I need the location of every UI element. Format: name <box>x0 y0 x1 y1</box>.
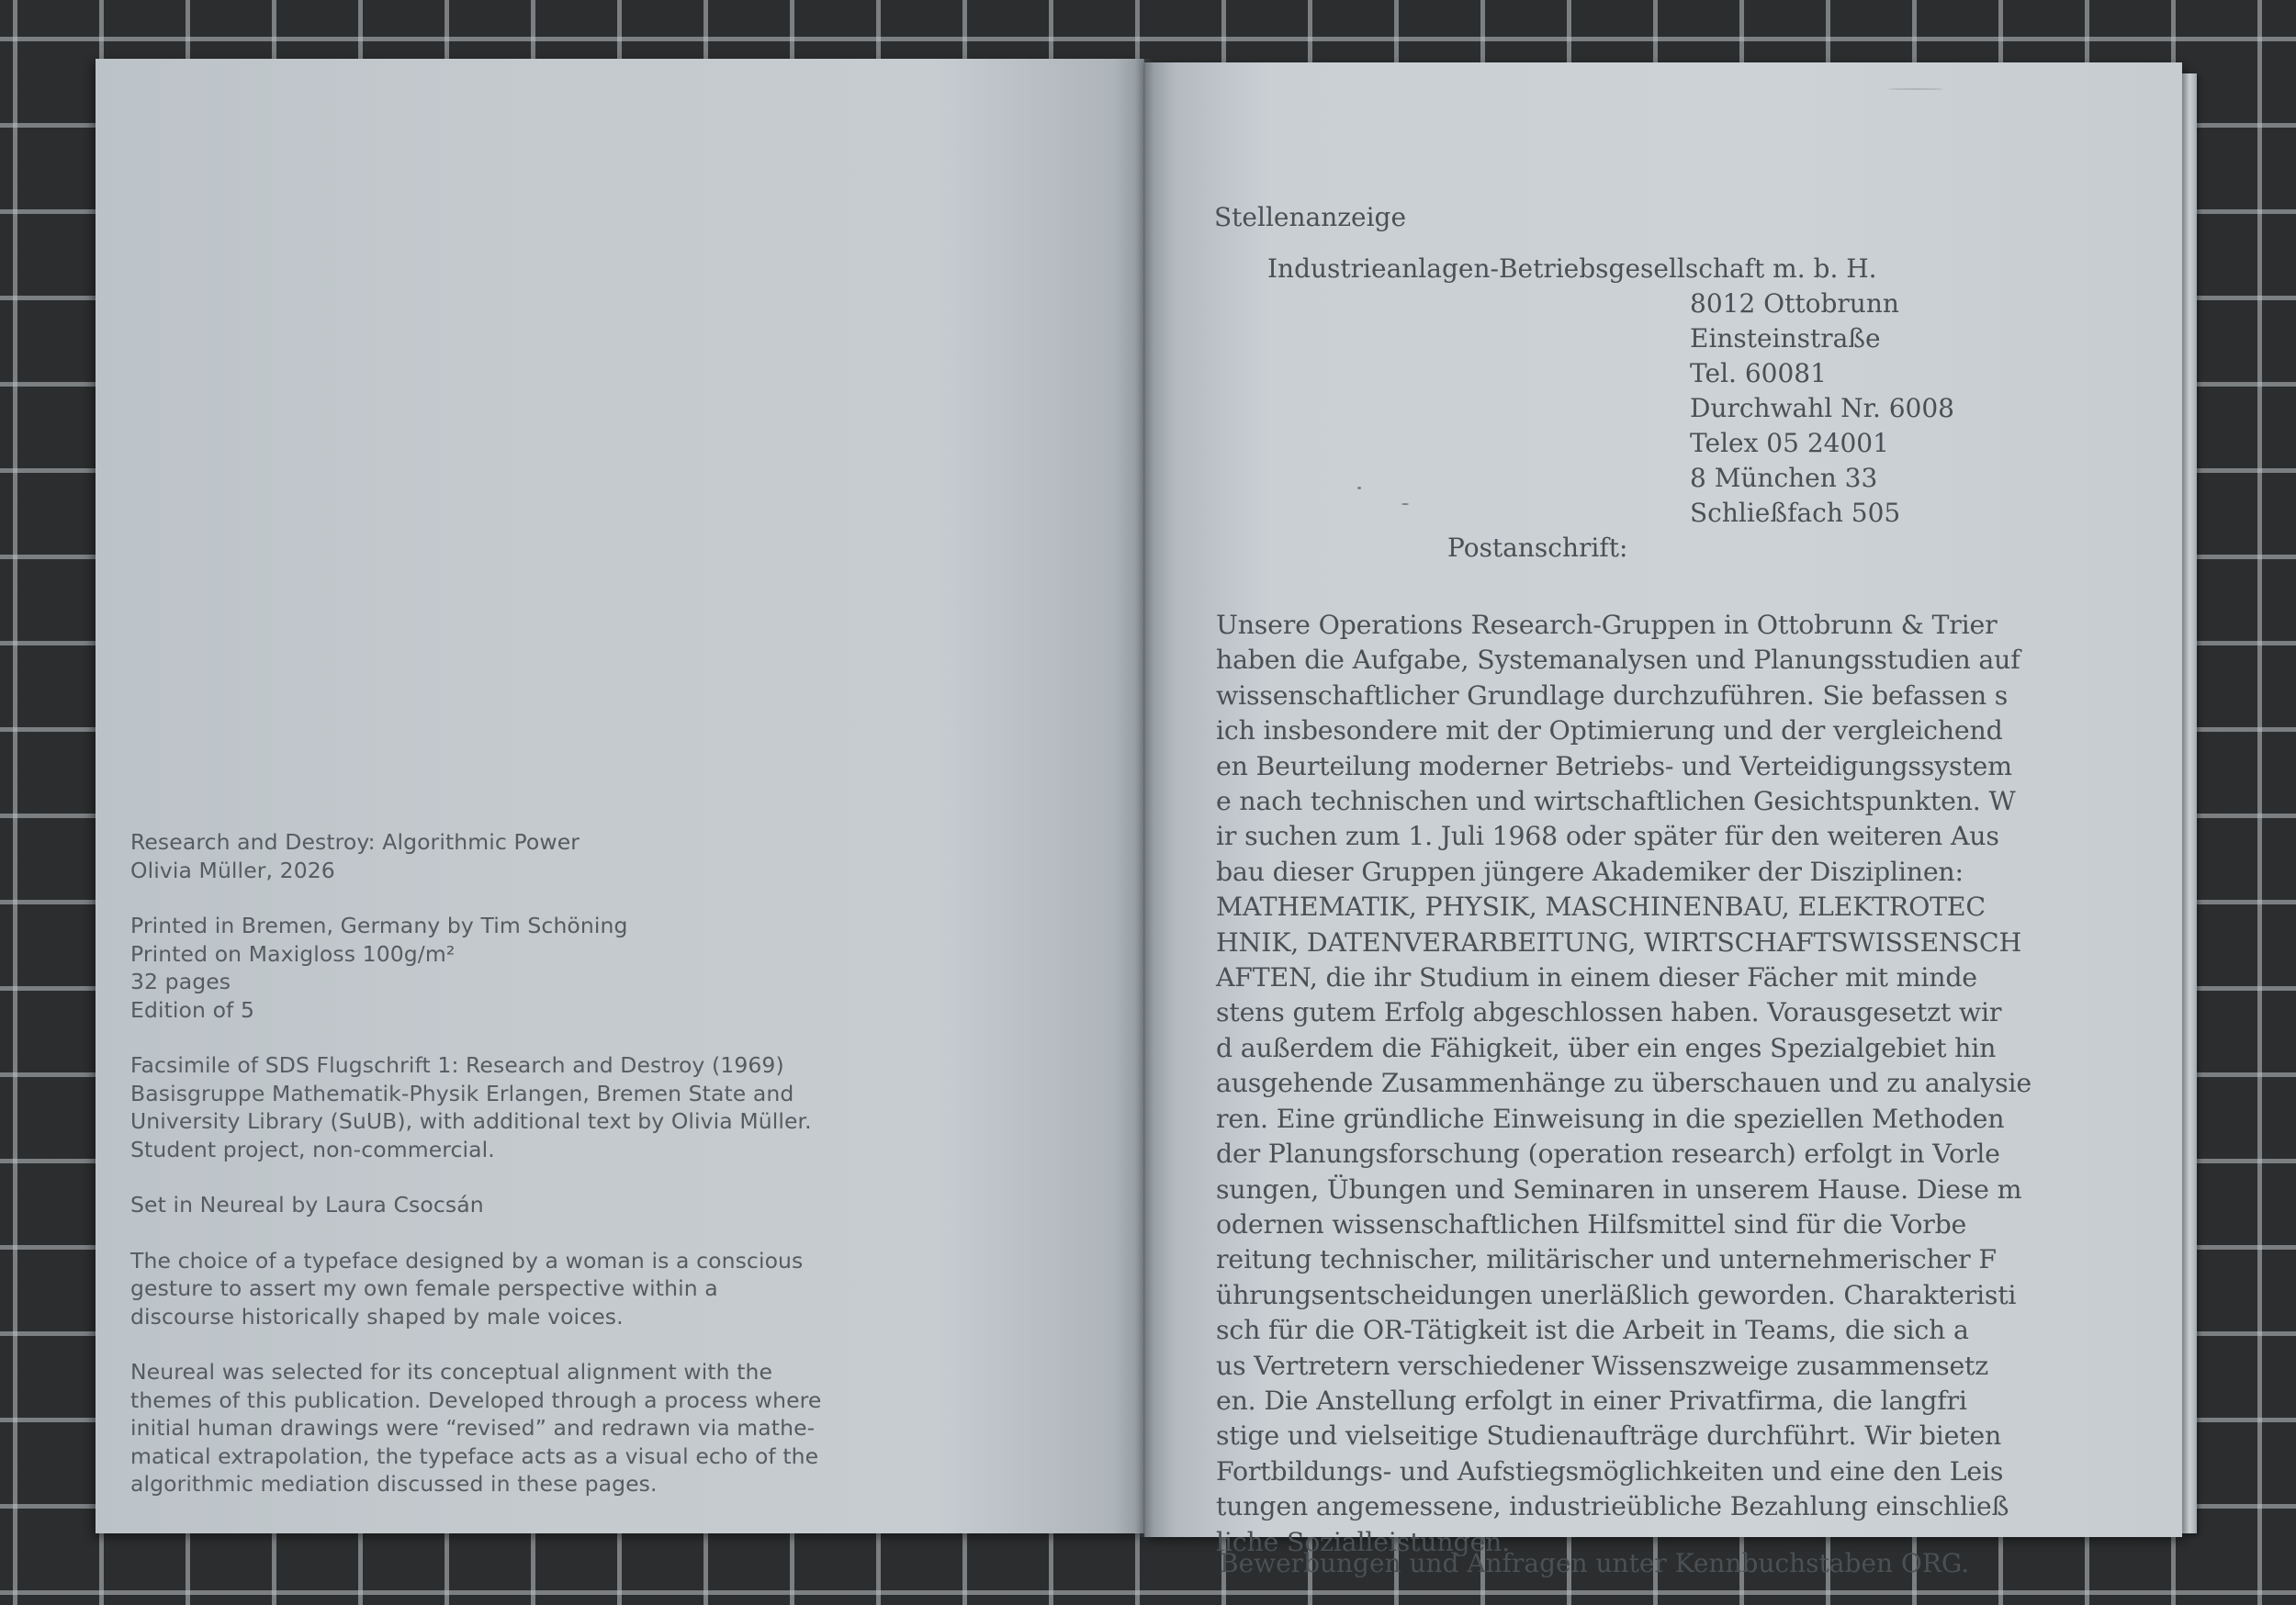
body-line: ausgehende Zusammenhänge zu überschauen und zu analysie <box>1216 1068 2032 1099</box>
body-line: liche Sozialleistungen. <box>1216 1526 1510 1557</box>
ad-postal-label: Postanschrift: <box>1447 533 1628 563</box>
body-line: e nach technischen und wirtschaftlichen Gesichtspunkten. W <box>1216 786 2016 817</box>
colophon-line: themes of this publication. Developed through a process where <box>130 1386 822 1413</box>
address-line: 8012 Ottobrunn <box>1690 288 1899 319</box>
ad-company-name: Industrieanlagen-Betriebsgesellschaft m. b. H. <box>1267 253 1877 284</box>
body-line: HNIK, DATENVERARBEITUNG, WIRTSCHAFTSWISSENSCH <box>1216 926 2022 958</box>
page-stack-edge <box>2182 73 2197 1533</box>
paper-speck <box>1357 487 1361 489</box>
colophon-line: Edition of 5 <box>130 996 255 1023</box>
body-line: ührungsentscheidungen unerläßlich geworden. Charakteristi <box>1216 1279 2017 1310</box>
body-line: stens gutem Erfolg abgeschlossen haben. Vorausgesetzt wir <box>1216 997 2002 1028</box>
colophon-print-details <box>130 912 884 1024</box>
body-line: wissenschaftlicher Grundlage durchzuführen. Sie befassen s <box>1216 679 2009 711</box>
body-line: Unsere Operations Research-Gruppen in Ottobrunn & Trier <box>1216 610 1998 640</box>
colophon-line: Set in Neureal by Laura Csocsán <box>130 1192 484 1218</box>
body-line: ir suchen zum 1. Juli 1968 oder später für den weiteren Aus <box>1216 821 1999 852</box>
colophon-publication <box>130 828 884 884</box>
colophon-line: University Library (SuUB), with additional text by Olivia Müller. <box>130 1108 812 1134</box>
colophon-line: Student project, non-commercial. <box>130 1136 495 1162</box>
body-line: d außerdem die Fähigkeit, über ein enges Spezialgebiet hin <box>1216 1032 1997 1063</box>
address-line: Telex 05 24001 <box>1690 428 1889 458</box>
address-line: Tel. 60081 <box>1690 358 1827 388</box>
address-line: Schließfach 505 <box>1690 498 1901 528</box>
left-page <box>96 59 1144 1533</box>
body-line: haben die Aufgabe, Systemanalysen und Planungsstudien auf <box>1216 645 2020 676</box>
body-line: sungen, Übungen und Seminaren in unserem Hause. Diese m <box>1216 1173 2022 1205</box>
ad-body-text <box>1216 608 2032 1560</box>
colophon <box>130 828 884 1526</box>
paper-speck <box>1888 88 1943 90</box>
colophon-line: Printed in Bremen, Germany by Tim Schöning <box>130 913 628 938</box>
colophon-line: Neureal was selected for its conceptual alignment with the <box>130 1359 773 1385</box>
body-line: stige und vielseitige Studienaufträge durchführt. Wir bieten <box>1216 1420 2002 1452</box>
body-line: en. Die Anstellung erfolgt in einer Privatfirma, die langfri <box>1216 1385 1967 1416</box>
booklet-spine <box>1135 59 1154 1537</box>
body-line: sch für die OR-Tätigkeit ist die Arbeit in Teams, die sich a <box>1216 1315 1969 1346</box>
body-line: ren. Eine gründliche Einweisung in die speziellen Methoden <box>1216 1103 2005 1134</box>
ad-address <box>1690 286 1954 531</box>
colophon-line: Printed on Maxigloss 100g/m² <box>130 940 456 967</box>
body-line: Fortbildungs- und Aufstiegsmöglichkeiten und eine den Leis <box>1216 1455 2004 1487</box>
colophon-line: initial human drawings were “revised” and redrawn via mathe- <box>130 1415 816 1441</box>
body-line: tungen angemessene, industrieübliche Bezahlung einschließ <box>1216 1491 2009 1522</box>
colophon-line: Research and Destroy: Algorithmic Power <box>130 829 580 855</box>
colophon-line: algorithmic mediation discussed in these pages. <box>130 1471 658 1497</box>
body-line: us Vertretern verschiedener Wissenszweige zusammensetz <box>1216 1350 1989 1381</box>
colophon-line: The choice of a typeface designed by a woman is a conscious <box>130 1247 804 1274</box>
colophon-typeface-rationale <box>130 1358 884 1498</box>
right-page <box>1144 62 2182 1578</box>
colophon-line: discourse historically shaped by male voices. <box>130 1303 624 1330</box>
body-line: AFTEN, die ihr Studium in einem dieser Fächer mit minde <box>1216 962 1977 993</box>
colophon-line: Facsimile of SDS Flugschrift 1: Research and Destroy (1969) <box>130 1052 784 1078</box>
body-line: reitung technischer, militärischer und unternehmerischer F <box>1216 1244 1997 1275</box>
colophon-line: Olivia Müller, 2026 <box>130 857 335 883</box>
ad-closing-line: Bewerbungen und Anfragen unter Kennbuchstaben ORG. <box>1220 1548 1970 1578</box>
address-line: Einsteinstraße <box>1690 323 1881 354</box>
colophon-line: gesture to assert my own female perspective within a <box>130 1275 718 1301</box>
address-line: 8 München 33 <box>1690 463 1878 493</box>
colophon-line: 32 pages <box>130 969 231 994</box>
colophon-line: matical extrapolation, the typeface acts as a visual echo of the <box>130 1442 819 1469</box>
colophon-typeface-choice <box>130 1247 884 1331</box>
ad-heading: Stellenanzeige <box>1214 202 1407 232</box>
address-line: Durchwahl Nr. 6008 <box>1690 393 1954 423</box>
colophon-line: Basisgruppe Mathematik-Physik Erlangen, Bremen State and <box>130 1080 794 1106</box>
colophon-typeface <box>130 1191 884 1219</box>
body-line: odernen wissenschaftlichen Hilfsmittel sind für die Vorbe <box>1216 1208 1967 1240</box>
body-line: bau dieser Gruppen jüngere Akademiker der Disziplinen: <box>1216 856 1964 887</box>
body-line: ich insbesondere mit der Optimierung und der vergleichend <box>1216 715 2003 746</box>
colophon-facsimile-note <box>130 1051 884 1163</box>
body-line: der Planungsforschung (operation research) erfolgt in Vorle <box>1216 1139 2000 1170</box>
body-line: en Beurteilung moderner Betriebs- und Verteidigungssystem <box>1216 750 2012 781</box>
body-line: MATHEMATIK, PHYSIK, MASCHINENBAU, ELEKTROTEC <box>1216 892 1986 923</box>
paper-speck <box>1401 503 1409 505</box>
